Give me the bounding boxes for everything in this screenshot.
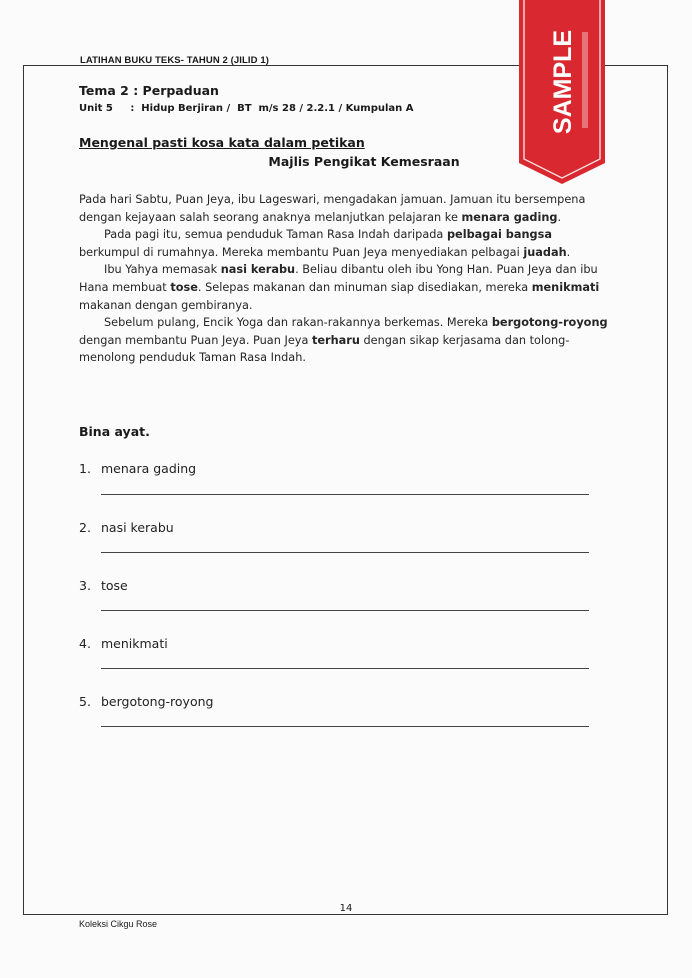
exercise-instruction: Mengenal pasti kosa kata dalam petikan <box>79 135 365 150</box>
answer-line[interactable] <box>101 552 589 553</box>
question-number: 2. <box>79 520 91 535</box>
sample-watermark <box>519 0 609 188</box>
question-word: tose <box>101 578 128 593</box>
reading-passage <box>79 191 614 367</box>
question-word: menara gading <box>101 461 197 476</box>
keyword: juadah <box>523 245 567 259</box>
keyword: pelbagai bangsa <box>446 228 552 242</box>
question-item <box>79 636 168 651</box>
question-number: 3. <box>79 578 91 593</box>
footer-credit: Koleksi Cikgu Rose <box>79 919 158 929</box>
passage-paragraph-1: Pada hari Sabtu, Puan Jeya, ibu Lageswari, mengadakan jamuan. Jamuan itu bersempena dengan kejayaan salah seorang anaknya melanjutkan pelajaran ke menara gading. <box>79 193 586 224</box>
question-item <box>79 461 196 476</box>
passage-paragraph-3: Ibu Yahya memasak nasi kerabu. Beliau dibantu oleh ibu Yong Han. Puan Jeya dan ibu Hana membuat tose. Selepas makanan dan minuman siap disediakan, mereka menikmati makanan dengan gembiranya. <box>79 263 600 312</box>
keyword: menikmati <box>531 280 600 294</box>
keyword: terharu <box>311 333 360 347</box>
question-word: menikmati <box>101 636 168 651</box>
question-item <box>79 578 128 593</box>
question-number: 1. <box>79 461 91 476</box>
keyword: tose <box>170 280 198 294</box>
answer-line[interactable] <box>101 494 589 495</box>
page-number: 14 <box>339 903 353 914</box>
passage-paragraph-4: Sebelum pulang, Encik Yoga dan rakan-rakannya berkemas. Mereka bergotong-royong dengan membantu Puan Jeya. Puan Jeya terharu dengan sikap kerjasama dan tolong-menolong penduduk Taman Rasa Indah. <box>79 316 608 365</box>
unit-line <box>79 103 414 114</box>
question-number: 5. <box>79 694 91 709</box>
answer-line[interactable] <box>101 668 589 669</box>
keyword: menara gading <box>461 210 558 224</box>
answer-line[interactable] <box>101 726 589 727</box>
passage-title: Majlis Pengikat Kemesraan <box>268 154 460 169</box>
watermark-text: SAMPLE <box>549 29 577 135</box>
question-item <box>79 694 213 709</box>
theme-title: Tema 2 : Perpaduan <box>79 83 219 98</box>
unit-detail: : Hidup Berjiran / BT m/s 28 / 2.2.1 / Kumpulan A <box>130 103 414 114</box>
unit-label: Unit 5 <box>79 103 113 114</box>
question-word: bergotong-royong <box>101 694 214 709</box>
question-number: 4. <box>79 636 91 651</box>
task-label: Bina ayat. <box>79 424 150 439</box>
passage-paragraph-2: Pada pagi itu, semua penduduk Taman Rasa Indah daripada pelbagai bangsa berkumpul di rumahnya. Mereka membantu Puan Jeya menyediakan pelbagai juadah. <box>79 228 571 259</box>
book-header: LATIHAN BUKU TEKS- TAHUN 2 (JILID 1) <box>80 55 270 66</box>
keyword: bergotong-royong <box>491 316 608 330</box>
keyword: nasi kerabu <box>220 263 296 277</box>
answer-line[interactable] <box>101 610 589 611</box>
question-word: nasi kerabu <box>101 520 174 535</box>
question-item <box>79 520 174 535</box>
